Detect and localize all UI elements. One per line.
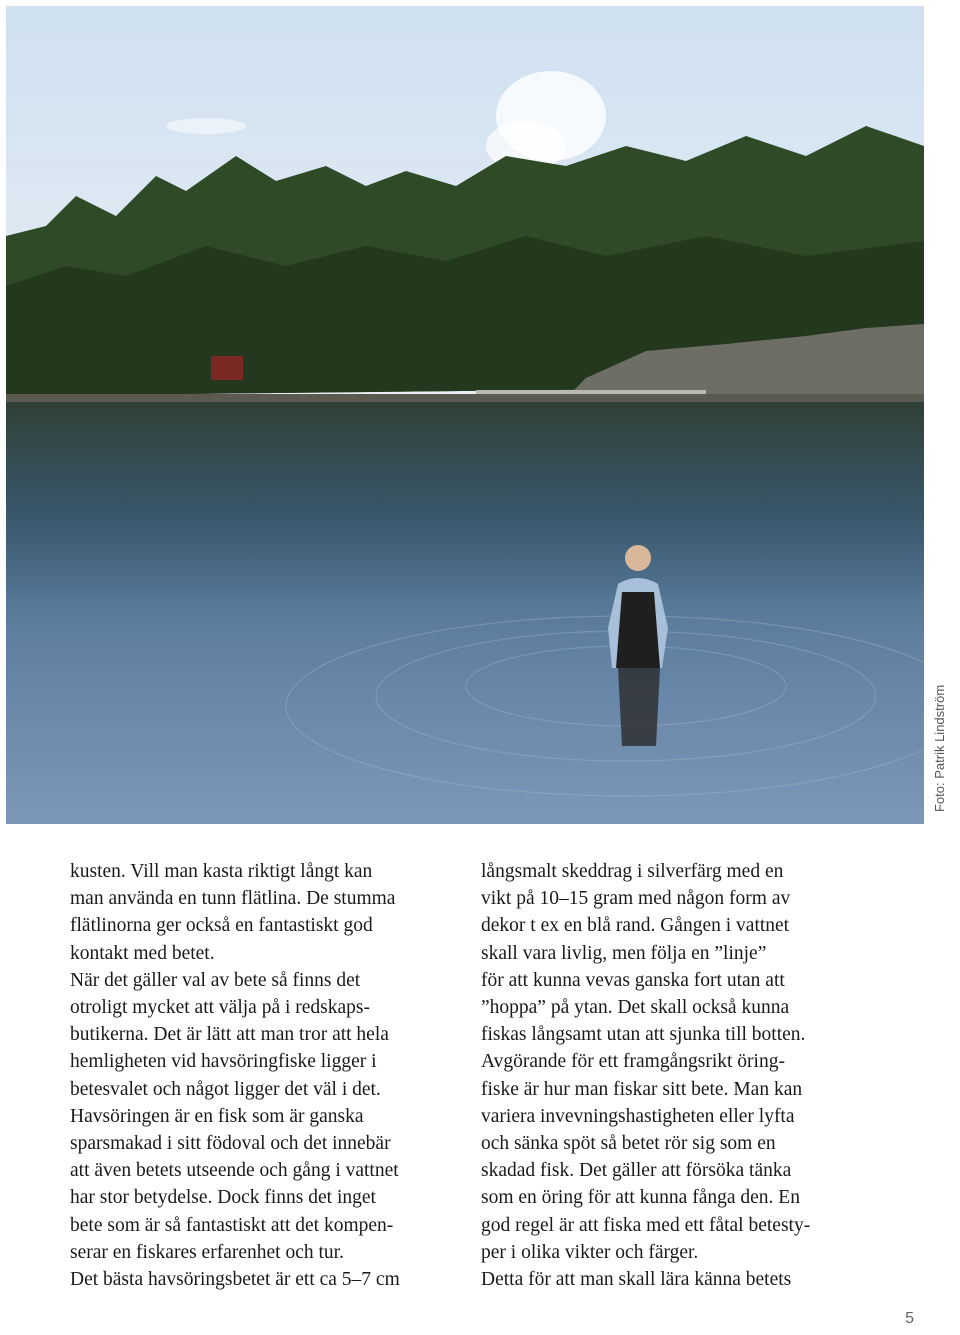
- text-line: och sänka spöt så betet rör sig som en: [481, 1133, 776, 1155]
- page-number: 5: [905, 1310, 914, 1327]
- text-line: otroligt mycket att välja på i redskaps-: [70, 997, 370, 1019]
- text-line: sparsmakad i sitt födoval och det innebär: [70, 1133, 391, 1155]
- text-line: butikerna. Det är lätt att man tror att hela: [70, 1024, 389, 1046]
- text-line: per i olika vikter och färger.: [481, 1241, 699, 1263]
- text-line: skall vara livlig, men följa en ”linje”: [481, 942, 767, 964]
- text-line: långsmalt skeddrag i silverfärg med en: [481, 861, 784, 882]
- text-line: hemligheten vid havsöringfiske ligger i: [70, 1051, 377, 1073]
- text-line: man använda en tunn flätlina. De stumma: [70, 888, 396, 910]
- text-line: skadad fisk. Det gäller att försöka tänka: [481, 1160, 792, 1182]
- text-line: När det gäller val av bete så finns det: [70, 969, 361, 991]
- text-line: Det bästa havsöringsbetet är ett ca 5–7 cm: [70, 1269, 400, 1291]
- text-line: Avgörande för ett framgångsrikt öring-: [481, 1051, 785, 1073]
- text-line: variera invevningshastigheten eller lyfta: [481, 1105, 795, 1127]
- text-line: fiskas långsamt utan att sjunka till botten.: [481, 1024, 806, 1046]
- text-line: ”hoppa” på ytan. Det skall också kunna: [481, 997, 790, 1019]
- text-line: har stor betydelse. Dock finns det inget: [70, 1187, 376, 1209]
- text-line: att även betets utseende och gång i vattnet: [70, 1160, 399, 1182]
- text-line: som en öring för att kunna fånga den. En: [481, 1187, 800, 1209]
- text-line: betesvalet och något ligger det väl i det.: [70, 1078, 381, 1100]
- text-column-left: [70, 858, 465, 1293]
- text-line: dekor t ex en blå rand. Gången i vattnet: [481, 915, 790, 937]
- text-line: kontakt med betet.: [70, 942, 215, 964]
- text-line: kusten. Vill man kasta riktigt långt kan: [70, 861, 373, 882]
- text-line: för att kunna vevas ganska fort utan att: [481, 969, 785, 991]
- text-line: flätlinorna ger också en fantastiskt god: [70, 915, 373, 937]
- text-line: vikt på 10–15 gram med någon form av: [481, 888, 791, 910]
- text-line: god regel är att fiska med ett fåtal betesty-: [481, 1214, 811, 1236]
- text-line: fiske är hur man fiskar sitt bete. Man kan: [481, 1078, 803, 1100]
- text-line: bete som är så fantastiskt att det kompen-: [70, 1214, 394, 1236]
- text-line: Havsöringen är en fisk som är ganska: [70, 1105, 364, 1127]
- photo-credit: Foto: Patrik Lindström: [932, 684, 947, 812]
- text-line: serar en fiskares erfarenhet och tur.: [70, 1241, 344, 1263]
- text-column-right: [481, 858, 881, 1293]
- text-line: Detta för att man skall lära känna betets: [481, 1269, 792, 1291]
- cover-photo: [6, 6, 924, 824]
